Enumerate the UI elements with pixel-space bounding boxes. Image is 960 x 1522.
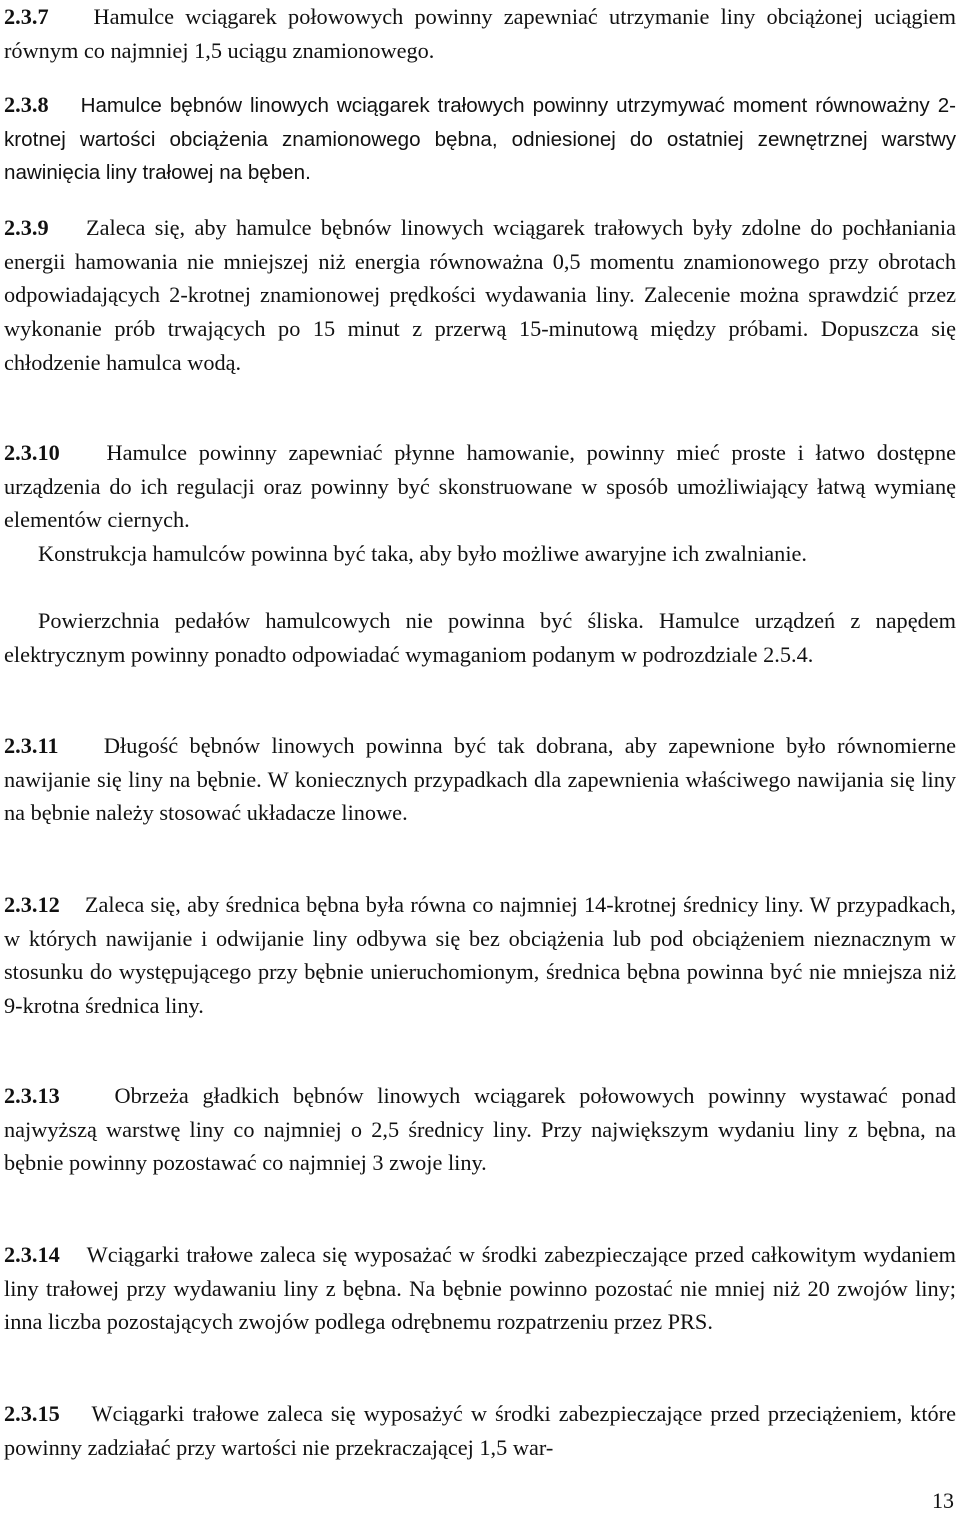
section-2-3-8 [4, 88, 956, 190]
section-text: Wciągarki trałowe zaleca się wyposażać w środki zabezpieczające przed całkowitym wydaniem liny trałowej przy wydawaniu liny z bębna. Na bębnie powinno pozostać nie mniej niż 20 zwojów liny; inna liczba pozostających zwojów podlega odrębnemu rozpatrzeniu przez PRS. [4, 1242, 956, 1335]
section-2-3-10 [4, 436, 956, 537]
page-number: 13 [932, 1488, 954, 1513]
section-text: Długość bębnów linowych powinna być tak dobrana, aby zapewnione było równomierne nawijanie się liny na bębnie. W koniecznych przypadkach dla zapewnienia właściwego nawijania się liny na bębnie należy stosować układacze linowe. [4, 733, 956, 826]
section-number: 2.3.10 [4, 440, 60, 465]
section-number: 2.3.15 [4, 1401, 60, 1426]
section-number: 2.3.11 [4, 733, 59, 758]
section-text: Powierzchnia pedałów hamulcowych nie powinna być śliska. Hamulce urządzeń z napędem elektrycznym powinny ponadto odpowiadać wymaganiom podanym w podrozdziale 2.5.4. [4, 608, 956, 667]
section-number: 2.3.12 [4, 892, 60, 917]
section-2-3-7 [4, 0, 956, 67]
section-2-3-14 [4, 1238, 956, 1339]
section-number: 2.3.9 [4, 215, 49, 240]
section-number: 2.3.14 [4, 1242, 60, 1267]
section-number: 2.3.13 [4, 1083, 60, 1108]
section-text: Zaleca się, aby hamulce bębnów linowych wciągarek trałowych były zdolne do pochłaniania energii hamowania nie mniejszej niż energia równoważna 0,5 momentu znamionowego przy obrotach odpowiadających 2-krotnej znamionowej prędkości wydawania liny. Zalecenie można sprawdzić przez wykonanie prób trwających po 15 minut z przerwą 15-minutową między próbami. Dopuszcza się chłodzenie hamulca wodą. [4, 215, 956, 375]
section-2-3-12 [4, 888, 956, 1023]
section-2-3-11 [4, 729, 956, 830]
section-text: Obrzeża gładkich bębnów linowych wciągarek połowowych powinny wystawać ponad najwyższą warstwę liny co najmniej o 2,5 średnicy liny. Przy największym wydaniu liny z bębna, na bębnie powinny pozostawać co najmniej 3 zwoje liny. [4, 1083, 956, 1176]
section-2-3-10-paragraph-2 [4, 537, 956, 571]
section-text: Konstrukcja hamulców powinna być taka, aby było możliwe awaryjne ich zwalnianie. [38, 541, 807, 566]
section-text: Zaleca się, aby średnica bębna była równa co najmniej 14-krotnej średnicy liny. W przypadkach, w których nawijanie i odwijanie liny odbywa się bez obciążenia lub pod obciążeniem nieznacznym w stosunku do występującego przy bębnie unieruchomionym, średnica bębna powinna być nie mniejsza niż 9-krotna średnica liny. [4, 892, 956, 1019]
section-number: 2.3.8 [4, 92, 49, 117]
section-text: Hamulce wciągarek połowowych powinny zapewniać utrzymanie liny obciążonej uciągiem równym co najmniej 1,5 uciągu znamionowego. [4, 4, 956, 63]
section-number: 2.3.7 [4, 4, 49, 29]
section-2-3-10-paragraph-3 [4, 604, 956, 671]
section-2-3-9 [4, 211, 956, 380]
section-2-3-15 [4, 1397, 956, 1464]
section-text: Wciągarki trałowe zaleca się wyposażyć w środki zabezpieczające przed przeciążeniem, które powinny zadziałać przy wartości nie przekraczającej 1,5 war- [4, 1401, 956, 1460]
section-2-3-13 [4, 1079, 956, 1180]
section-text: Hamulce bębnów linowych wciągarek trałowych powinny utrzymywać moment równoważny 2-krotnej wartości obciążenia znamionowego bębna, odniesionej do ostatniej zewnętrznej warstwy nawinięcia liny trałowej na bęben. [4, 94, 957, 185]
section-text: Hamulce powinny zapewniać płynne hamowanie, powinny mieć proste i łatwo dostępne urządzenia do ich regulacji oraz powinny być skonstruowane w sposób umożliwiający łatwą wymianę elementów ciernych. [4, 440, 956, 533]
